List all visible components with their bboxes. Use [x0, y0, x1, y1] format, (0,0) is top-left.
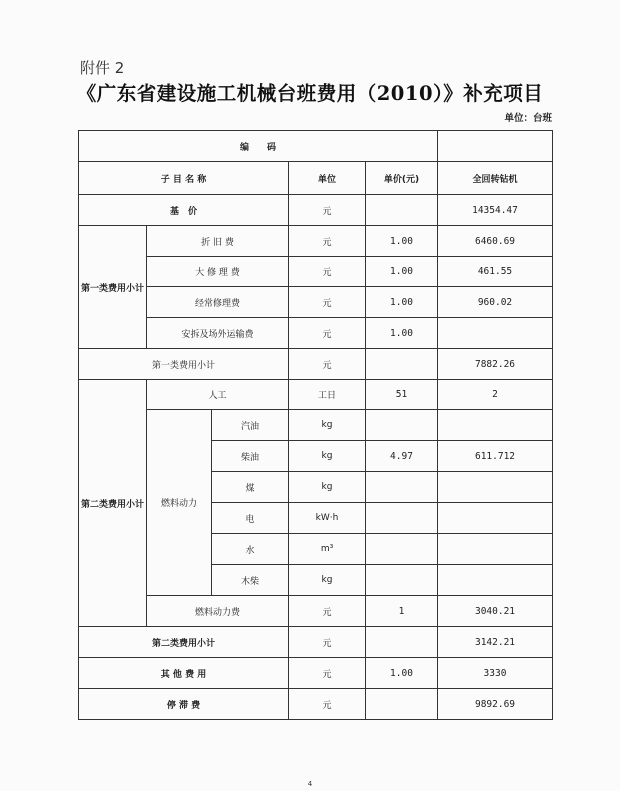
fuel-power-label: 燃料动力: [160, 499, 197, 509]
regular-repair-value: 960.02: [477, 296, 513, 308]
cat2-subtotal-unit: 元: [322, 638, 332, 649]
fuel-diesel-unit: kg: [321, 451, 333, 461]
col-header-unit: 单位: [317, 174, 336, 185]
transport-price: 1.00: [390, 327, 413, 339]
document-title: 《广东省建设施工机械台班费用（2010）》补充项目: [76, 82, 544, 105]
overhaul-unit: 元: [322, 268, 332, 278]
overhaul-price: 1.00: [390, 266, 413, 277]
transport-unit: 元: [322, 329, 332, 340]
annex-label: 附件 2: [80, 59, 125, 77]
cat2-subtotal-value: 3142.21: [474, 636, 516, 648]
regular-repair-price: 1.00: [390, 296, 413, 308]
fuel-firewood-unit: kg: [321, 575, 333, 585]
labor-unit: 工日: [317, 391, 336, 401]
cat1-subtotal-value: 7882.26: [474, 358, 516, 370]
fuel-water-price: [366, 534, 437, 564]
fuel-total-price: 1: [398, 605, 405, 617]
fuel-electricity-unit: kW·h: [315, 513, 339, 523]
fuel-total-value: 3040.21: [474, 605, 516, 617]
fuel-water-value: [438, 534, 552, 564]
fuel-diesel-value: 611.712: [474, 450, 516, 462]
fuel-gasoline-name: 汽油: [240, 421, 259, 432]
fuel-water-name: 水: [245, 545, 255, 556]
depreciation-name: 折 旧 费: [201, 237, 234, 248]
other-costs-unit: 元: [322, 669, 332, 680]
other-costs-value: 3330: [483, 667, 507, 679]
fuel-coal-unit: kg: [321, 482, 333, 492]
col-header-price: 单价(元): [383, 174, 420, 185]
cat1-subtotal-unit: 元: [322, 360, 332, 371]
fuel-coal-name: 煤: [245, 483, 255, 494]
cat2-subtotal-name: 第二类费用小计: [151, 638, 215, 649]
col-header-name: 子 目 名 称: [160, 174, 207, 185]
code-header: 编 码: [239, 142, 276, 153]
page-number: 4: [307, 780, 313, 788]
fuel-gasoline-price: [366, 410, 437, 440]
other-costs-name: 其 他 费 用: [160, 669, 207, 680]
fuel-electricity-value: [438, 503, 552, 533]
depreciation-price: 1.00: [390, 235, 413, 247]
cat1-label: 第一类费用小计: [80, 283, 144, 294]
cat2-label: 第二类费用小计: [80, 499, 144, 510]
overhaul-value: 461.55: [477, 266, 513, 277]
fuel-gasoline-unit: kg: [321, 420, 333, 430]
fuel-firewood-name: 木柴: [240, 576, 259, 587]
fuel-total-unit: 元: [322, 607, 332, 618]
transport-name: 安拆及场外运输费: [181, 329, 254, 340]
fuel-diesel-price: 4.97: [390, 450, 413, 462]
cat1-subtotal-name: 第一类费用小计: [151, 360, 215, 371]
col-header-machine: 全回转钻机: [472, 174, 518, 185]
fuel-firewood-value: [438, 565, 552, 595]
depreciation-value: 6460.69: [474, 235, 516, 247]
unit-note: 单位：台班: [504, 113, 552, 124]
other-costs-price: 1.00: [390, 667, 413, 679]
regular-repair-unit: 元: [322, 298, 332, 309]
overhaul-name: 大 修 理 费: [195, 268, 240, 278]
fuel-coal-price: [366, 472, 437, 502]
stoppage-fee-name: 停 滞 费: [166, 700, 201, 711]
depreciation-unit: 元: [322, 237, 332, 248]
fuel-firewood-price: [366, 565, 437, 595]
fuel-total-name: 燃料动力费: [194, 607, 240, 618]
stoppage-fee-value: 9892.69: [474, 698, 516, 710]
base-price-value: 14354.47: [472, 204, 518, 216]
base-price-name: 基 价: [169, 206, 197, 217]
base-price-unit: 元: [322, 206, 332, 217]
fuel-coal-value: [438, 472, 552, 502]
labor-price: 51: [395, 389, 408, 400]
labor-value: 2: [492, 389, 498, 400]
fuel-electricity-price: [366, 503, 437, 533]
fuel-electricity-name: 电: [245, 514, 255, 525]
fuel-gasoline-value: [438, 410, 552, 440]
fuel-diesel-name: 柴油: [240, 452, 259, 463]
regular-repair-name: 经常修理费: [194, 298, 240, 309]
fuel-water-unit: m³: [320, 544, 334, 554]
stoppage-fee-unit: 元: [322, 700, 332, 711]
labor-name: 人工: [208, 391, 227, 401]
transport-value: [438, 318, 552, 348]
